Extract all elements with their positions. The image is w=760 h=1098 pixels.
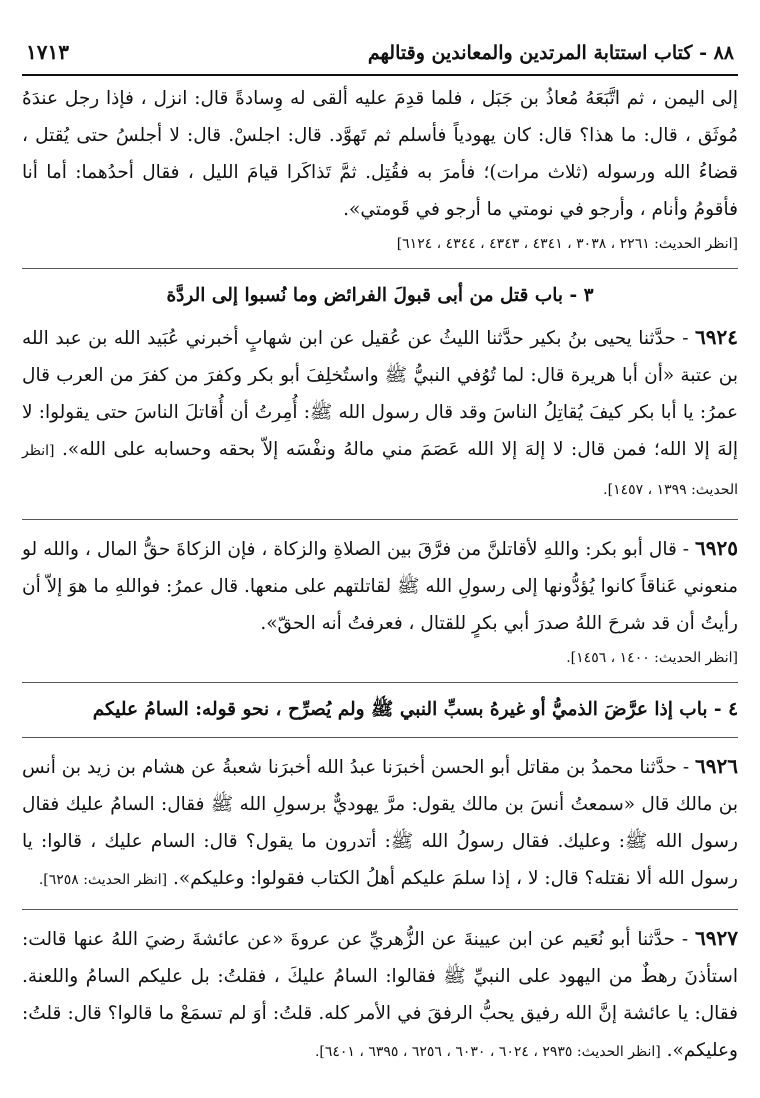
header-title: ٨٨ - كتاب استتابة المرتدين والمعاندين وقتالهم bbox=[367, 42, 734, 64]
hadith-reference: [انظر الحديث: ١٤٠٠ ، ١٤٥٦]. bbox=[566, 650, 738, 666]
hadith-6924 bbox=[22, 319, 738, 509]
hadith-text: - حدَّثنا يحيى بنُ بكير حدَّثنا الليثُ عن عُقيل عن ابن شهابٍ أخبرني عُبَيد الله بن عبد الله بن عتبة «أن أبا هريرة قال: لما تُوُفي النبيُّ ﷺ واستُخلِفَ أبو بكر وكفرَ من كفرَ من العرب قال عمرُ: يا أبا بكر كيفَ يُقاتِلُ الناسَ وقد قال رسول الله ﷺ: أُمِرتُ أن أُقاتلَ الناسَ حتى يقولوا: لا إلهَ إلا الله؛ فمن قال: لا إلهَ إلا الله عَصَمَ مني مالهُ ونفْسَه إلاّ بحقه وحسابه على الله». bbox=[22, 328, 738, 460]
hadith-reference: [انظر الحديث: ١٣٩٩ ، ١٤٥٧]. bbox=[22, 443, 738, 498]
hadith-text: - حدَّثنا محمدُ بن مقاتل أبو الحسن أخبرَنا عبدُ الله أخبرَنا شعبةُ عن هشام بن زيد بن أنس بن مالك قال «سمعتُ أنسَ بن مالك يقول: مرَّ يهوديٌّ برسولِ الله ﷺ فقال: السامُ عليك فقال رسول الله ﷺ: وعليك. فقال رسولُ الله ﷺ: أتدرون ما يقول؟ قال: السام عليك ، قالوا: يا رسول الله ألا نقتله؟ قال: لا ، إذا سلمَ عليكم أهلُ الكتاب فقولوا: وعليكم». bbox=[22, 757, 738, 889]
section-divider bbox=[22, 268, 738, 269]
hadith-reference: [انظر الحديث: ٦٢٥٨]. bbox=[38, 872, 168, 888]
section-divider bbox=[22, 682, 738, 683]
document-page bbox=[22, 40, 738, 1071]
chapter-3-title: ٣ - باب قتل من أبى قبولَ الفرائض وما نُسبوا إلى الردَّة bbox=[166, 285, 594, 306]
section-divider bbox=[22, 519, 738, 520]
hadith-6927 bbox=[22, 920, 738, 1071]
continuation-text: إلى اليمن ، ثم اتَّبَعَهُ مُعاذُ بن جَبَل ، فلما قدِمَ عليه ألقى له وِسادةً قال: انزل ، فإذا رجل عندَهُ مُوثَق ، قال: ما هذا؟ قال: كان يهودياً فأسلم ثم تَهوَّد. قال: اجلسْ. قال: لا أجلسُ حتى يُقتل ، قضاءُ الله ورسوله (ثلاث مرات)؛ فأمرَ به فقُتِل. ثمَّ تَذاكَرا قيامَ الليل ، فقال أحدُهما: أما أنا فأقومُ وأنام ، وأرجو في نومتي ما أرجو في قَومتي». bbox=[22, 88, 738, 220]
hadith-text: - قال أبو بكر: واللهِ لأقاتلنَّ من فرَّقَ بين الصلاةِ والزكاة ، فإن الزكاةَ حقُّ المال ، والله لو منعوني عَناقاً كانوا يُؤدُّونها إلى رسولِ الله ﷺ لقاتلتهم على منعها. قال عمرُ: فواللهِ ما هوَ إلاّ أن رأيتُ أن قد شرحَ اللهُ صدرَ أبي بكرٍ للقتال ، فعرفتُ أنه الحقّ». bbox=[22, 539, 738, 634]
hadith-reference: [انظر الحديث: ٢٩٣٥ ، ٦٠٢٤ ، ٦٠٣٠ ، ٦٢٥٦ ، ٦٣٩٥ ، ٦٤٠١]. bbox=[314, 1044, 661, 1060]
hadith-6925 bbox=[22, 530, 738, 642]
hadith-text: - حدَّثنا أبو نُعَيم عن ابن عيينةَ عن الزُّهريِّ عن عروةَ «عن عائشةَ رضيَ اللهُ عنها قالت: استأذنَ رهطٌ من اليهود على النبيِّ ﷺ فقالوا: السامُ عليكَ ، فقلتُ: بل عليكم السامُ واللعنة. فقال: يا عائشة إنَّ الله رفيق يحبُّ الرفقَ في الأمر كله. قلتُ: أوَ لم تسمَعْ ما قالوا؟ قال: قلتُ: وعليكم». bbox=[22, 929, 738, 1061]
running-header bbox=[22, 40, 738, 76]
hadith-6926 bbox=[22, 748, 738, 899]
section-divider bbox=[22, 909, 738, 910]
hadith-number: ٦٩٢٥ bbox=[695, 536, 738, 560]
hadith-number: ٦٩٢٤ bbox=[695, 325, 738, 349]
hadith-number: ٦٩٢٦ bbox=[695, 754, 738, 778]
chapter-4-title: ٤ - باب إذا عرَّضَ الذميُّ أو غيرهُ بسبِّ النبي ﷺ ولم يُصرِّح ، نحو قوله: السامُ عليكم bbox=[92, 699, 738, 720]
section-divider bbox=[22, 737, 738, 738]
hadith-number: ٦٩٢٧ bbox=[695, 926, 738, 950]
page-number: ١٧١٣ bbox=[26, 40, 69, 64]
continuation-reference: [انظر الحديث: ٢٢٦١ ، ٣٠٣٨ ، ٤٣٤١ ، ٤٣٤٣ ، ٤٣٤٤ ، ٦١٢٤] bbox=[396, 236, 738, 252]
